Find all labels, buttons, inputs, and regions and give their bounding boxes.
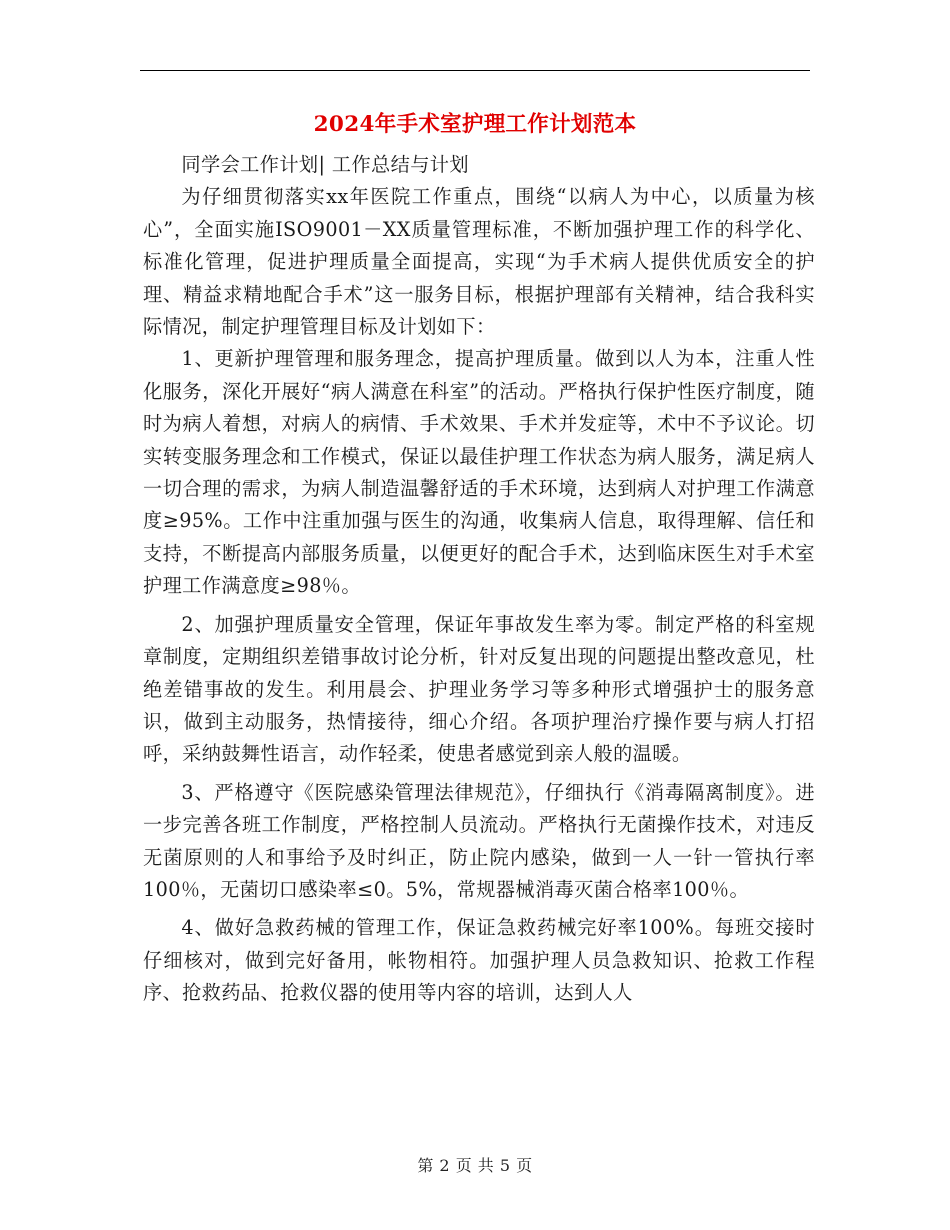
subtitle-line: 同学会工作计划| 工作总结与计划 xyxy=(181,153,469,176)
paragraph-item-1: 1、更新护理管理和服务理念，提高护理质量。做到以人为本，注重人性化服务，深化开展好“病人满意在科室”的活动。严格执行保护性医疗制度，随时为病人着想，对病人的病情、手术效果、手术并发症等，术中不予议论。切实转变服务理念和工作模式，保证以最佳护理工作状态为病人服务，满足病人一切合理的需求，为病人制造温馨舒适的手术环境，达到病人对护理工作满意度≥95%。工作中注重加强与医生的沟通，收集病人信息，取得理解、信任和支持，不断提高内部服务质量，以便更好的配合手术，达到临床医生对手术室护理工作满意度≥98％。 xyxy=(143,347,815,598)
paragraph-item-4: 4、做好急救药械的管理工作，保证急救药械完好率100%。每班交接时仔细核对，做到完好备用，帐物相符。加强护理人员急救知识、抢救工作程序、抢救药品、抢救仪器的使用等内容的培训，达到人人 xyxy=(143,916,815,1005)
paragraph-intro: 为仔细贯彻落实xx年医院工作重点，围绕“以病人为中心，以质量为核心”，全面实施ISO9001－XX质量管理标准，不断加强护理工作的科学化、标准化管理，促进护理质量全面提高，实现“为手术病人提供优质安全的护理、精益求精地配合手术”这一服务目标，根据护理部有关精神，结合我科实际情况，制定护理管理目标及计划如下： xyxy=(143,185,815,339)
paragraph-item-2: 2、加强护理质量安全管理，保证年事故发生率为零。制定严格的科室规章制度，定期组织差错事故讨论分析，针对反复出现的问题提出整改意见，杜绝差错事故的发生。利用晨会、护理业务学习等多种形式增强护士的服务意识，做到主动服务，热情接待，细心介绍。各项护理治疗操作要与病人打招呼，采纳鼓舞性语言，动作轻柔，使患者感觉到亲人般的温暖。 xyxy=(143,612,815,766)
header-rule xyxy=(140,70,810,71)
page-number-footer: 第 2 页 共 5 页 xyxy=(417,1156,533,1175)
document-body xyxy=(143,149,815,1010)
document-title: 2024年手术室护理工作计划范本 xyxy=(313,112,637,137)
paragraph-item-3: 3、严格遵守《医院感染管理法律规范》，仔细执行《消毒隔离制度》。进一步完善各班工作制度，严格控制人员流动。严格执行无菌操作技术，对违反无菌原则的人和事给予及时纠正，防止院内感染，做到一人一针一管执行率100％，无菌切口感染率≤0。5%，常规器械消毒灭菌合格率100％。 xyxy=(143,780,815,901)
